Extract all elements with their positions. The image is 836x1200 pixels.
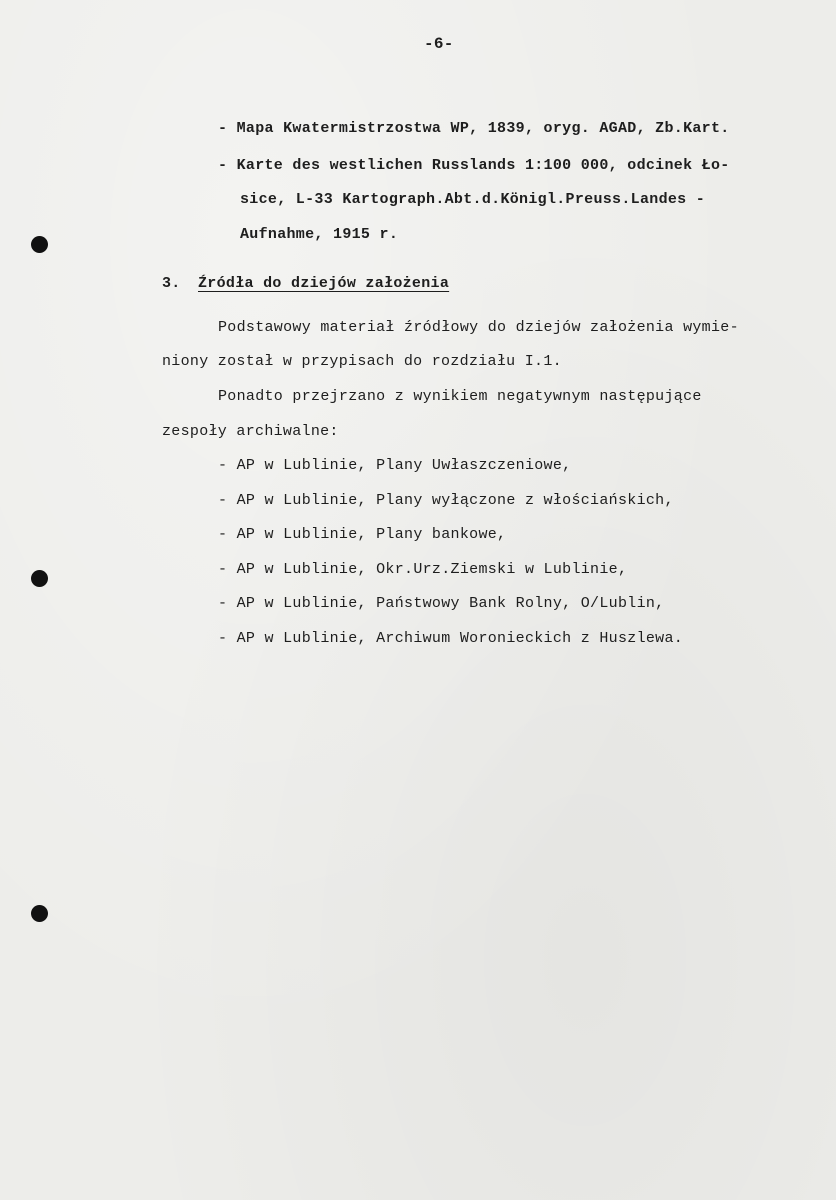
archive-list-item-1: - AP w Lublinie, Plany Uwłaszczeniowe, xyxy=(218,457,572,474)
page-number: -6- xyxy=(424,35,454,53)
paragraph-1-line-2: niony został w przypisach do rozdziału I.1. xyxy=(162,353,562,370)
archive-list-item-3: - AP w Lublinie, Plany bankowe, xyxy=(218,526,507,543)
archive-list-item-2: - AP w Lublinie, Plany wyłączone z włościańskich, xyxy=(218,492,674,509)
paragraph-2-line-1: Ponadto przejrzano z wynikiem negatywnym następujące xyxy=(218,388,702,405)
section-number: 3. xyxy=(162,275,181,292)
map-source-item-2-line-3: Aufnahme, 1915 r. xyxy=(240,226,399,243)
punch-hole-bottom xyxy=(31,905,48,922)
paragraph-1-line-1: Podstawowy materiał źródłowy do dziejów założenia wymie- xyxy=(218,319,739,336)
paragraph-2-line-2: zespoły archiwalne: xyxy=(162,423,339,440)
map-source-item-2-line-1: - Karte des westlichen Russlands 1:100 000, odcinek Ło- xyxy=(218,157,730,174)
punch-hole-middle xyxy=(31,570,48,587)
section-title: Źródła do dziejów założenia xyxy=(198,275,450,292)
punch-hole-top xyxy=(31,236,48,253)
map-source-item-2-line-2: sice, L-33 Kartograph.Abt.d.Königl.Preuss.Landes - xyxy=(240,191,706,208)
archive-list-item-5: - AP w Lublinie, Państwowy Bank Rolny, O/Lublin, xyxy=(218,595,665,612)
archive-list-item-4: - AP w Lublinie, Okr.Urz.Ziemski w Lublinie, xyxy=(218,561,628,578)
archive-list-item-6: - AP w Lublinie, Archiwum Woronieckich z Huszlewa. xyxy=(218,630,684,647)
map-source-item-1: - Mapa Kwatermistrzostwa WP, 1839, oryg. AGAD, Zb.Kart. xyxy=(218,120,730,137)
